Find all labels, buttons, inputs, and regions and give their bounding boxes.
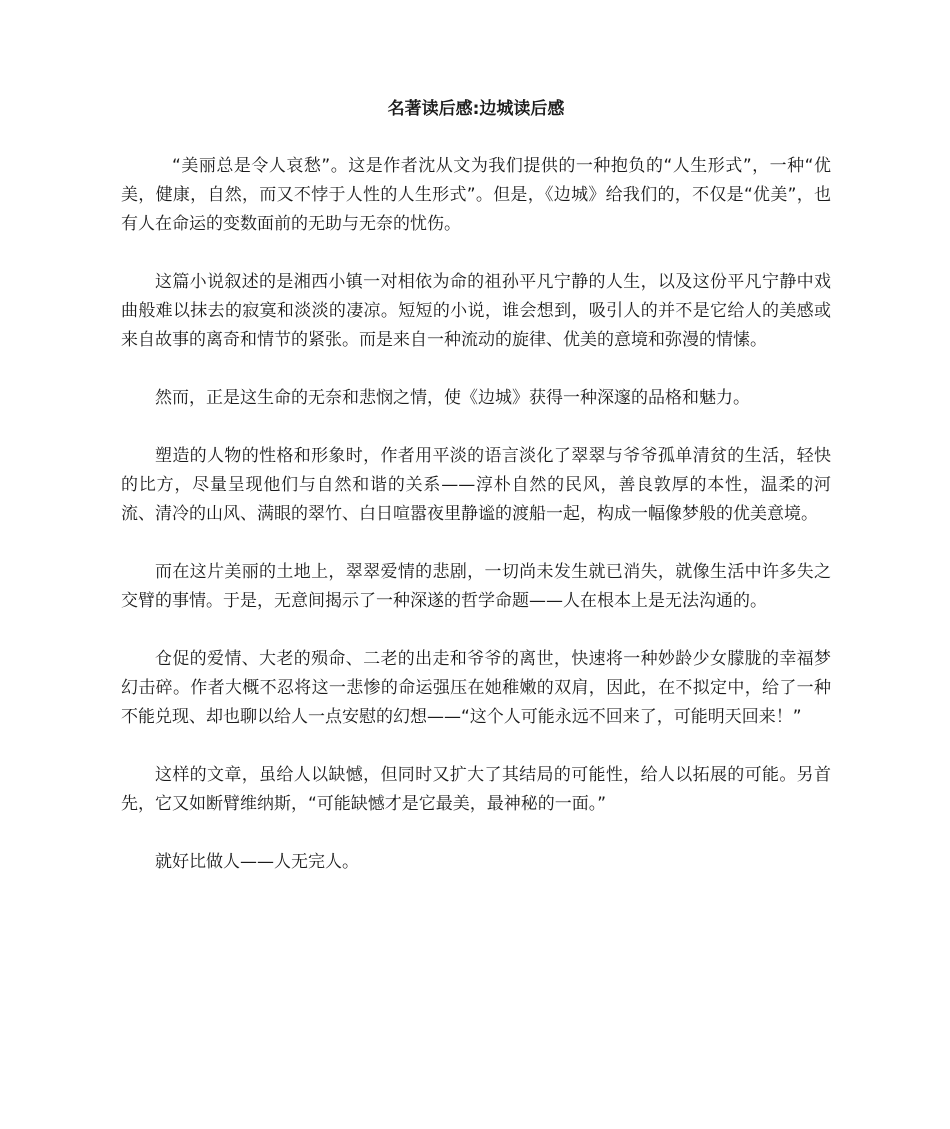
document-title: 名著读后感:边城读后感 — [387, 99, 565, 119]
document-page — [121, 96, 831, 906]
paragraph-8: 就好比做人——人无完人。 — [155, 852, 359, 872]
paragraph-2: 这篇小说叙述的是湘西小镇一对相依为命的祖孙平凡宁静的人生，以及这份平凡宁静中戏曲般难以抹去的寂寞和淡淡的凄凉。短短的小说，谁会想到，吸引人的并不是它给人的美感或来自故事的离奇和情节的紧张。而是来自一种流动的旋律、优美的意境和弥漫的情愫。 — [121, 272, 831, 350]
paragraph-5: 而在这片美丽的土地上，翠翠爱情的悲剧，一切尚未发生就已消失，就像生活中许多失之交臂的事情。于是，无意间揭示了一种深遂的哲学命题——人在根本上是无法沟通的。 — [121, 562, 831, 611]
paragraph-7: 这样的文章，虽给人以缺憾，但同时又扩大了其结局的可能性，给人以拓展的可能。另首先，它又如断臂维纳斯，“可能缺憾才是它最美，最神秘的一面。” — [121, 765, 831, 814]
paragraph-6: 仓促的爱情、大老的殒命、二老的出走和爷爷的离世，快速将一种妙龄少女朦胧的幸福梦幻击碎。作者大概不忍将这一悲惨的命运强压在她稚嫩的双肩，因此，在不拟定中，给了一种不能兑现、却也聊以给人一点安慰的幻想——“这个人可能永远不回来了，可能明天回来！” — [121, 649, 831, 727]
paragraph-4: 塑造的人物的性格和形象时，作者用平淡的语言淡化了翠翠与爷爷孤单清贫的生活，轻快的比方，尽量呈现他们与自然和谐的关系——淳朴自然的民风，善良敦厚的本性，温柔的河流、清冷的山风、满眼的翠竹、白日喧嚣夜里静谧的渡船一起，构成一幅像梦般的优美意境。 — [121, 446, 831, 524]
paragraph-1: “美丽总是令人哀愁”。这是作者沈从文为我们提供的一种抱负的“人生形式”，一种“优美，健康，自然，而又不悖于人性的人生形式”。但是，《边城》给我们的，不仅是“优美”，也有人在命运的变数面前的无助与无奈的忧伤。 — [121, 156, 831, 234]
paragraph-3: 然而，正是这生命的无奈和悲悯之情，使《边城》获得一种深邃的品格和魅力。 — [155, 388, 750, 408]
